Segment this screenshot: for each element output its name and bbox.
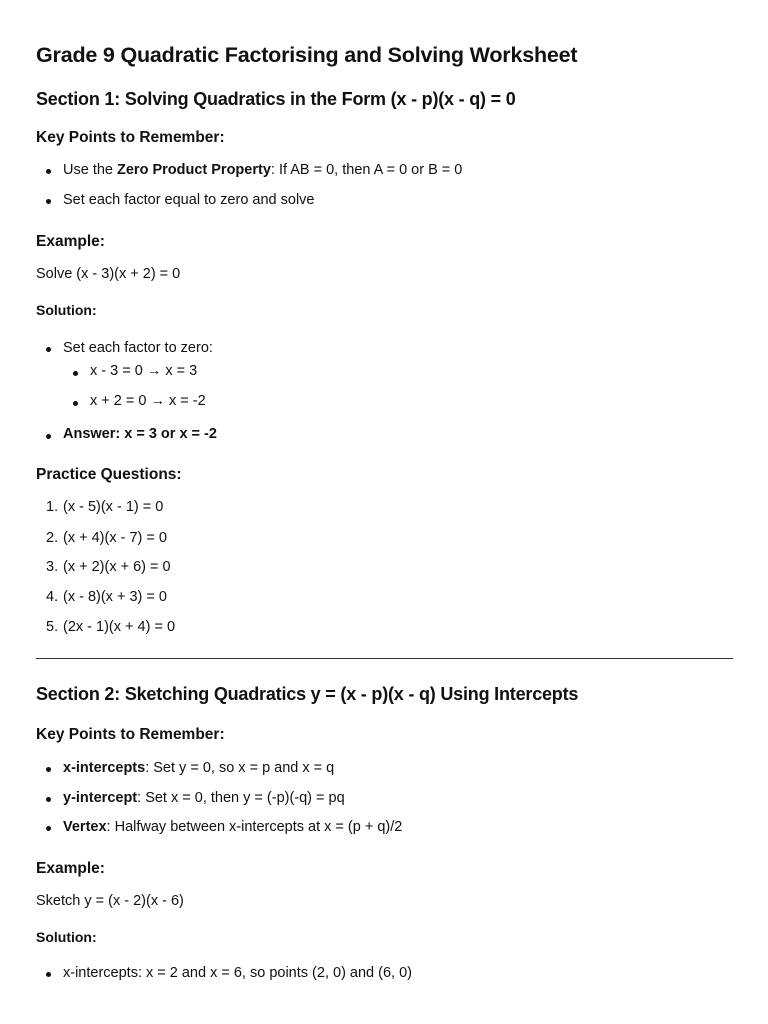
section1-example-text: Solve (x - 3)(x + 2) = 0 — [36, 266, 181, 282]
practice-question: (x - 5)(x - 1) = 0 — [63, 499, 164, 515]
practice-question: (x - 8)(x + 3) = 0 — [63, 589, 167, 605]
bullet-icon — [46, 826, 51, 831]
bullet-icon — [46, 434, 51, 439]
section2-heading: Section 2: Sketching Quadratics y = (x - p)(x - q) Using Intercepts — [36, 684, 579, 704]
practice-number: 1. — [46, 499, 59, 515]
practice-question: (2x - 1)(x + 4) = 0 — [63, 619, 176, 635]
section1-solution-step: Set each factor to zero: — [63, 340, 213, 356]
practice-number: 2. — [46, 530, 59, 546]
bullet-icon — [46, 347, 51, 352]
practice-number: 3. — [46, 559, 59, 575]
bullet-icon — [73, 371, 78, 376]
section1-heading: Section 1: Solving Quadratics in the Form (x - p)(x - q) = 0 — [36, 89, 516, 109]
section1-key-points-heading: Key Points to Remember: — [36, 129, 225, 146]
section2-key-point-3: Vertex: Halfway between x-intercepts at x = (p + q)/2 — [63, 819, 403, 835]
practice-question: (x + 2)(x + 6) = 0 — [63, 559, 171, 575]
section2-solution-step: x-intercepts: x = 2 and x = 6, so points (2, 0) and (6, 0) — [63, 965, 412, 981]
bullet-icon — [46, 797, 51, 802]
section2-key-point-1: x-intercepts: Set y = 0, so x = p and x = q — [63, 760, 335, 776]
section2-solution-heading: Solution: — [36, 929, 97, 945]
bullet-icon — [46, 199, 51, 204]
section2-example-heading: Example: — [36, 860, 105, 877]
section-divider — [36, 658, 733, 659]
practice-number: 5. — [46, 619, 59, 635]
bullet-icon — [46, 972, 51, 977]
practice-question: (x + 4)(x - 7) = 0 — [63, 530, 167, 546]
bullet-icon — [46, 169, 51, 174]
section1-sub-step-1: x - 3 = 0 → x = 3 — [90, 363, 198, 379]
section1-answer: Answer: x = 3 or x = -2 — [63, 426, 217, 442]
section2-example-text: Sketch y = (x - 2)(x - 6) — [36, 893, 184, 909]
section2-key-point-2: y-intercept: Set x = 0, then y = (-p)(-q) = pq — [63, 790, 345, 806]
page-title: Grade 9 Quadratic Factorising and Solving Worksheet — [36, 43, 578, 67]
section2-key-points-heading: Key Points to Remember: — [36, 726, 225, 743]
section1-solution-heading: Solution: — [36, 302, 97, 318]
section1-practice-heading: Practice Questions: — [36, 466, 182, 483]
section1-sub-step-2: x + 2 = 0 → x = -2 — [90, 393, 206, 409]
section1-example-heading: Example: — [36, 233, 105, 250]
bullet-icon — [46, 767, 51, 772]
bullet-icon — [73, 401, 78, 406]
section1-key-point-2: Set each factor equal to zero and solve — [63, 192, 315, 208]
section1-key-point-1: Use the Zero Product Property: If AB = 0, then A = 0 or B = 0 — [63, 162, 463, 178]
practice-number: 4. — [46, 589, 59, 605]
